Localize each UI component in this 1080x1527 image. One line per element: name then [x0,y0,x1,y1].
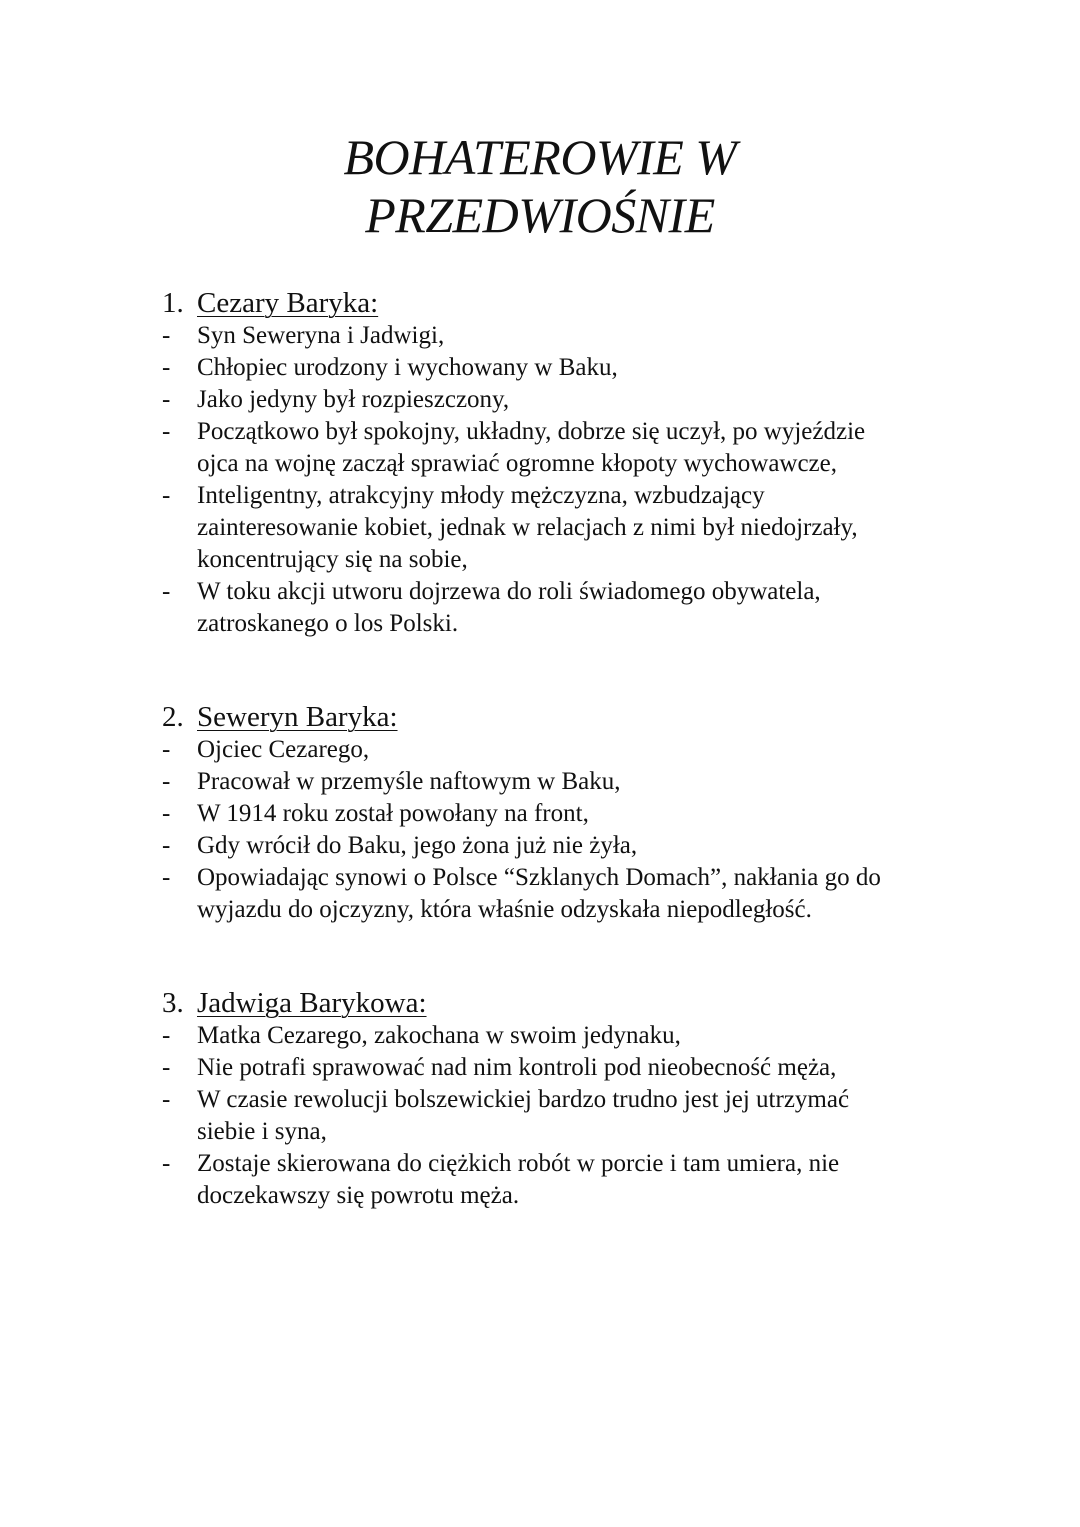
list-item [162,1052,1042,1084]
item-text: W 1914 roku został powołany na front, [197,800,589,827]
section-name: Seweryn Baryka: [197,701,398,733]
item-text: Gdy wrócił do Baku, jego żona już nie żyła, [197,832,638,859]
item-text: Syn Seweryna i Jadwigi, [197,322,445,349]
bullet-dash: - [162,1150,171,1177]
list-item [162,1020,1042,1052]
section-number: 2. [162,701,184,733]
bullet-dash: - [162,768,171,795]
item-text: Początkowo był spokojny, układny, dobrze się uczył, po wyjeździe [197,418,866,445]
section-number: 1. [162,287,184,319]
bullet-dash: - [162,1054,171,1081]
item-text: doczekawszy się powrotu męża. [197,1182,520,1209]
bullet-dash: - [162,482,171,509]
item-text: Jako jedyny był rozpieszczony, [197,386,510,413]
list-item [162,1084,1042,1148]
item-text: Opowiadając synowi o Polsce “Szklanych Domach”, nakłania go do [197,864,881,891]
list-item [162,830,1042,862]
list-item [162,384,1042,416]
section-heading [162,286,1042,320]
list-item [162,320,1042,352]
list-item [162,734,1042,766]
section-seweryn [162,700,1042,926]
item-text: siebie i syna, [197,1118,327,1145]
item-text: zainteresowanie kobiet, jednak w relacjach z nimi był niedojrzały, [197,514,858,541]
list-item [162,798,1042,830]
item-text: koncentrujący się na sobie, [197,546,468,573]
bullet-dash: - [162,386,171,413]
item-text: Ojciec Cezarego, [197,736,370,763]
bullet-dash: - [162,354,171,381]
item-text: Nie potrafi sprawować nad nim kontroli pod nieobecność męża, [197,1054,837,1081]
item-text: Zostaje skierowana do ciężkich robót w porcie i tam umiera, nie [197,1150,840,1177]
list-item [162,480,1042,576]
item-text: zatroskanego o los Polski. [197,610,459,637]
bullet-dash: - [162,800,171,827]
section-name: Cezary Baryka: [197,287,379,319]
item-text: Chłopiec urodzony i wychowany w Baku, [197,354,618,381]
list-item [162,1148,1042,1212]
bullet-dash: - [162,864,171,891]
section-heading [162,986,1042,1020]
bullet-dash: - [162,322,171,349]
list-item [162,416,1042,480]
item-text: Matka Cezarego, zakochana w swoim jedynaku, [197,1022,681,1049]
section-name: Jadwiga Barykowa: [197,987,427,1019]
item-text: wyjazdu do ojczyzny, która właśnie odzyskała niepodległość. [197,896,812,923]
item-text: ojca na wojnę zaczął sprawiać ogromne kłopoty wychowawcze, [197,450,838,477]
bullet-dash: - [162,1022,171,1049]
list-item [162,576,1042,640]
item-text: W toku akcji utworu dojrzewa do roli świadomego obywatela, [197,578,821,605]
item-text: W czasie rewolucji bolszewickiej bardzo trudno jest jej utrzymać [197,1086,850,1113]
list-item [162,766,1042,798]
section-heading [162,700,1042,734]
page-title [0,128,1080,244]
bullet-dash: - [162,736,171,763]
list-item [162,352,1042,384]
section-jadwiga [162,986,1042,1212]
item-text: Pracował w przemyśle naftowym w Baku, [197,768,621,795]
title-line: PRZEDWIOŚNIE [365,187,715,243]
list-item [162,862,1042,926]
bullet-dash: - [162,578,171,605]
bullet-dash: - [162,418,171,445]
bullet-dash: - [162,832,171,859]
title-line: BOHATEROWIE W [343,129,737,185]
section-number: 3. [162,987,184,1019]
item-text: Inteligentny, atrakcyjny młody mężczyzna, wzbudzający [197,482,765,509]
section-cezary [162,286,1042,640]
bullet-dash: - [162,1086,171,1113]
